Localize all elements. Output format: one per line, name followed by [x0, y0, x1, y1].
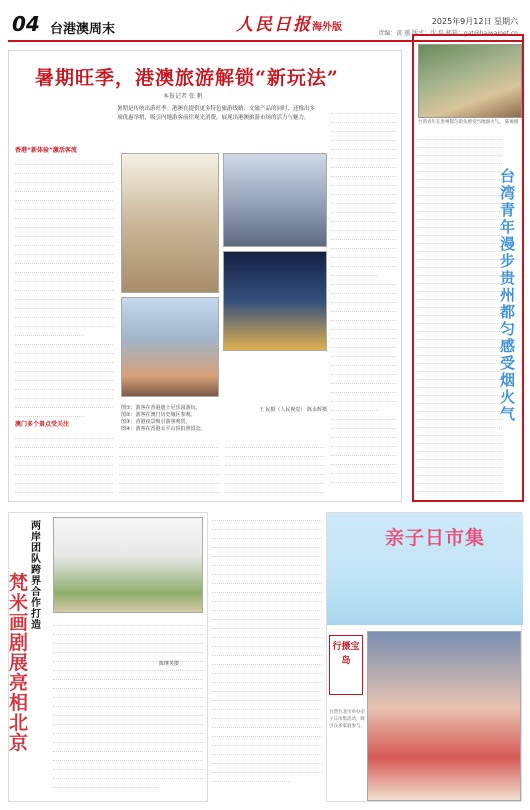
main-headline: 暑期旺季，港澳旅游解锁“新玩法”: [35, 67, 339, 89]
page-number: 04: [12, 12, 40, 36]
subhead-2: 澳门多个景点受关注: [15, 421, 70, 428]
market-article: [326, 512, 522, 802]
text-column-mid-2: [225, 439, 325, 497]
middle-text-column: [212, 512, 322, 802]
main-lead: 暑期是传统出游旺季。港澳在提供更多特色旅游线路、文旅产品的同时，还推出多项优惠举措，吸引内地游客前往观光消费，展现出港澳旅游市场的活力与魅力。: [117, 106, 316, 121]
photo-1: [121, 153, 219, 293]
newspaper-logo: 人民日报海外版: [236, 15, 342, 35]
exhibition-kicker: 两岸团队跨界合作打造: [31, 521, 41, 631]
photo-3: [223, 251, 327, 351]
column-seal: 行摄宝岛: [329, 635, 363, 695]
exhibition-article: [8, 512, 208, 802]
issue-date: 2025年9月12日 星期六: [431, 17, 518, 26]
main-byline: 本报记者 张 帆: [163, 93, 203, 100]
subhead-1: 香港“新体验”激活客流: [15, 147, 77, 154]
main-article: [8, 50, 402, 502]
photo-2: [223, 153, 327, 247]
exhibition-photo: [53, 517, 203, 613]
side-article: [412, 34, 524, 502]
market-photo: [367, 631, 521, 801]
bottom-section: [8, 512, 522, 802]
exhibition-text: [53, 617, 203, 793]
text-column-left: [15, 143, 113, 497]
market-note: 台湾台北市举办亲子日市集活动，吸引众多家庭参与。: [329, 710, 365, 729]
side-body: [418, 132, 502, 492]
photo-credits: 王 民摄（人民视觉） 陈永辉摄: [258, 407, 327, 413]
photo-block: [121, 153, 327, 401]
side-photo: [418, 44, 522, 118]
section-title: 台港澳周末: [50, 22, 116, 37]
photo-4: [121, 297, 219, 397]
market-title: 亲子日市集: [385, 527, 486, 549]
side-photo-caption: 台湾青年在贵州都匀街头感受当地烟火气。 陈俊摄: [418, 120, 519, 125]
exhibition-credit: 陈继英摄: [159, 661, 180, 667]
photo-captions: 图①：游客在香港迪士尼乐园游玩。 图②：游客在澳门历史城区参观。 图③：香港夜景吸引游客观赏。 图④：游客在香港太平山顶拍照留念。: [121, 405, 206, 432]
side-title: 台湾青年漫步贵州都匀感受烟火气: [500, 167, 516, 423]
editor-meta: 责编：黄 蕙 版式：沈 磊 邮箱：gat@haiwainet.cn: [378, 30, 518, 37]
text-column-mid-1: [119, 439, 219, 497]
text-column-right: [331, 105, 397, 497]
exhibition-title: 梵米画剧展亮相北京: [9, 572, 29, 754]
